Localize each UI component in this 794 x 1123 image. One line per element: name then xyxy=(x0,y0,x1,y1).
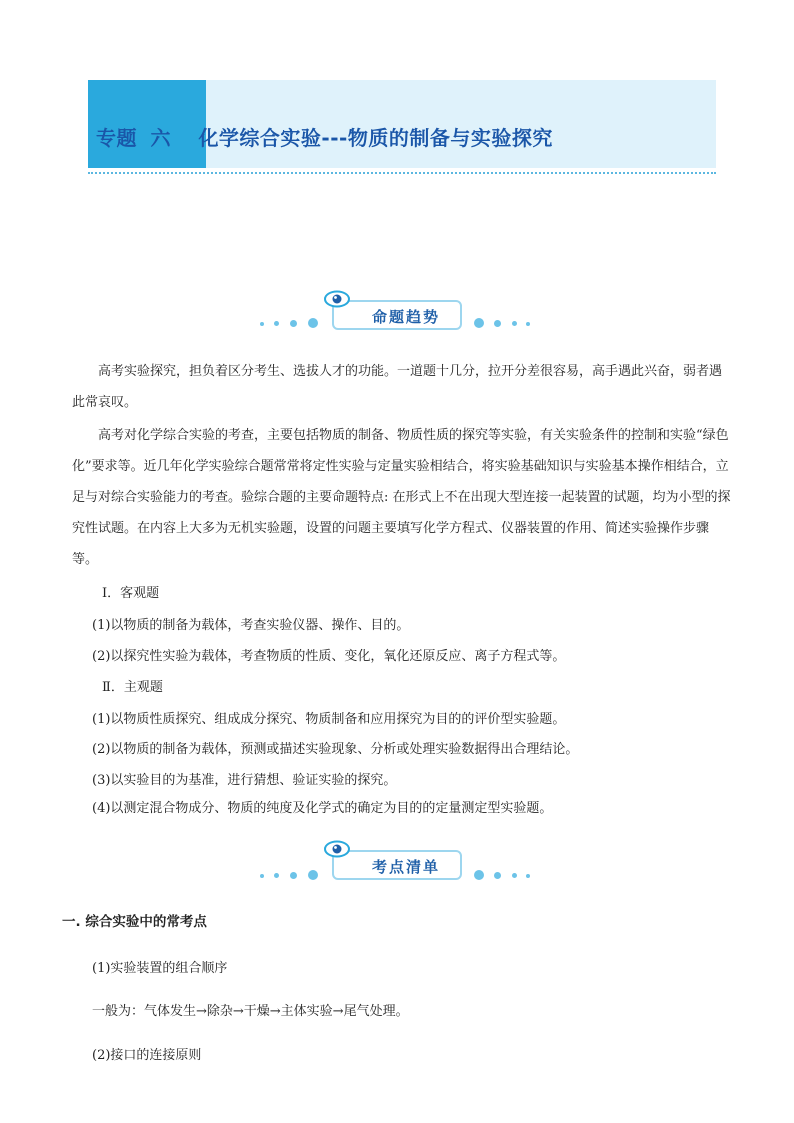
decor-dot xyxy=(260,874,264,878)
decor-dot xyxy=(526,322,530,326)
objective-item-1: (1)以物质的制备为载体，考查实验仪器、操作、目的。 xyxy=(92,618,410,633)
decor-dot xyxy=(308,318,318,328)
content-heading: 一. 综合实验中的常考点 xyxy=(62,914,207,930)
objective-item-2: (2)以探究性实验为载体，考查物质的性质、变化，氧化还原反应、离子方程式等。 xyxy=(92,649,566,664)
section-title: 命题趋势 xyxy=(371,308,440,326)
decor-dot xyxy=(308,870,318,880)
topic-number: 六 xyxy=(150,126,171,150)
subjective-item-1: (1)以物质性质探究、组成成分探究、物质制备和应用探究为目的的评价型实验题。 xyxy=(92,712,566,727)
content-sub-1-text: 一般为：气体发生→除杂→干燥→主体实验→尾气处理。 xyxy=(92,1004,409,1019)
section-title-box xyxy=(332,850,462,880)
banner-divider xyxy=(88,172,716,176)
eye-icon xyxy=(324,840,350,858)
section-header-trend xyxy=(260,296,532,336)
content-sub-2: (2)接口的连接原则 xyxy=(92,1048,202,1063)
decor-dot xyxy=(474,318,484,328)
decor-dot xyxy=(512,321,517,326)
decor-dot xyxy=(290,320,297,327)
topic-prefix: 专题 xyxy=(96,126,137,150)
intro-paragraph-2: 高考对化学综合实验的考查，主要包括物质的制备、物质性质的探究等实验，有关实验条件的控制和实验“绿色化”要求等。近几年化学实验综合题常常将定性实验与定量实验相结合，将实验基础知识与实验基本操作相结合，立足与对综合实验能力的考查。验综合题的主要命题特点: 在形式上不在出现大型连接一起装置的试题，均为小型的探究性试题。在内容上大多为无机实验题，设置的问题主要填写化学方程式、仪器装置的作用、简述实验操作步骤等。 xyxy=(72,428,731,567)
subjective-item-2: (2)以物质的制备为载体，预测或描述实验现象、分析或处理实验数据得出合理结论。 xyxy=(92,742,579,757)
subjective-heading: Ⅱ．主观题 xyxy=(102,680,163,695)
section-header-checklist xyxy=(260,846,532,886)
decor-dot xyxy=(274,873,279,878)
decor-dot xyxy=(494,320,501,327)
decor-dot xyxy=(474,870,484,880)
decor-dot xyxy=(512,873,517,878)
content-sub-1: (1)实验装置的组合顺序 xyxy=(92,961,228,976)
decor-dot xyxy=(290,872,297,879)
subjective-item-4: (4)以测定混合物成分、物质的纯度及化学式的确定为目的的定量测定型实验题。 xyxy=(92,801,553,816)
intro-paragraph-1: 高考实验探究，担负着区分考生、选拔人才的功能。一道题十几分，拉开分差很容易，高手遇此兴奋，弱者遇此常哀叹。 xyxy=(72,364,723,410)
title-banner xyxy=(88,80,716,168)
objective-heading: Ⅰ．客观题 xyxy=(102,586,160,601)
decor-dot xyxy=(260,322,264,326)
section-title: 考点清单 xyxy=(371,858,440,876)
eye-icon xyxy=(324,290,350,308)
decor-dot xyxy=(274,321,279,326)
topic-title: 化学综合实验---物质的制备与实验探究 xyxy=(198,126,553,150)
banner-title xyxy=(96,122,553,151)
subjective-item-3: (3)以实验目的为基准，进行猜想、验证实验的探究。 xyxy=(92,773,397,788)
section-title-box xyxy=(332,300,462,330)
decor-dot xyxy=(494,872,501,879)
decor-dot xyxy=(526,874,530,878)
